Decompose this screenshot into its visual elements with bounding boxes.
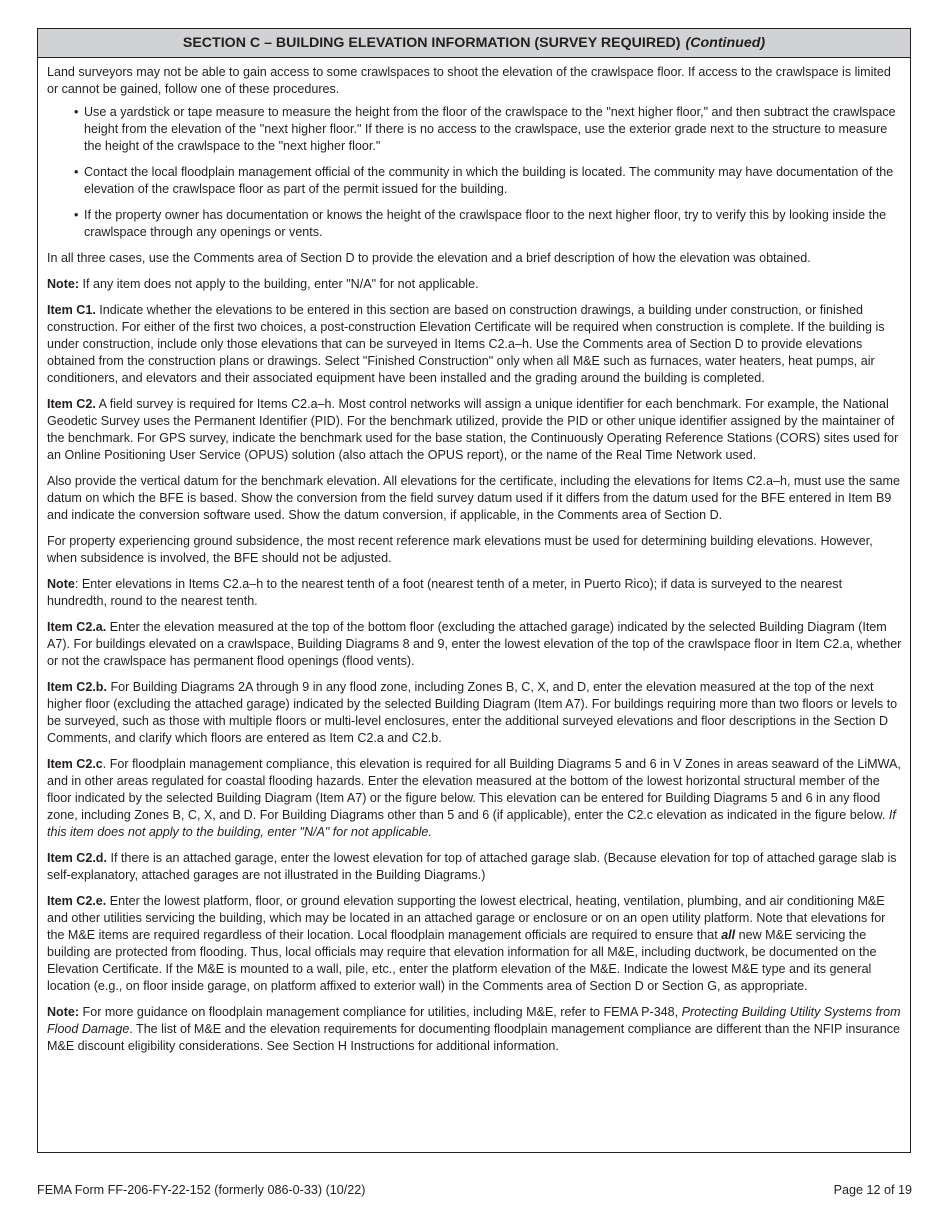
page-footer <box>37 1183 912 1197</box>
note-text-part1: For more guidance on floodplain management compliance for utilities, including M&E, refer to FEMA P-348, <box>79 1005 682 1019</box>
note-rounding-paragraph <box>47 576 902 610</box>
item-c2b-label: Item C2.b. <box>47 680 107 694</box>
bullet-icon: • <box>74 105 79 119</box>
item-c2c-label: Item C2.c <box>47 757 103 771</box>
item-c2b-text: For Building Diagrams 2A through 9 in any flood zone, including Zones B, C, X, and D, enter the elevation measured at the top of the next higher floor (excluding the attached garage) indicated by the selected Building Diagram (Item A7). For buildings requiring more than two floors or levels to be surveyed, such as those with multiple floors or multi-level enclosures, enter the additional surveyed elevations and floor descriptions in the Section D Comments, and clarify which floors are entered as Item C2.a and C2.b. <box>47 680 898 745</box>
item-c2a-paragraph <box>47 619 902 670</box>
publication-title: Protecting Building Utility Systems from Flood Damage <box>47 1005 901 1036</box>
page-number: Page 12 of 19 <box>833 1183 912 1197</box>
form-number: FEMA Form FF-206-FY-22-152 (formerly 086-0-33) (10/22) <box>37 1183 366 1197</box>
item-c1-paragraph <box>47 302 902 387</box>
section-header <box>38 29 910 58</box>
subsidence-paragraph: For property experiencing ground subsidence, the most recent reference mark elevations must be used for determining building elevations. However, when subsidence is involved, the BFE should not be adjusted. <box>47 534 873 565</box>
item-c2c-paragraph <box>47 756 902 841</box>
item-c2a-label: Item C2.a. <box>47 620 107 634</box>
list-item <box>74 164 902 198</box>
section-title: SECTION C – BUILDING ELEVATION INFORMATION (SURVEY REQUIRED) <box>182 35 681 51</box>
section-c-frame <box>37 28 911 1153</box>
instructions-body <box>38 58 910 1055</box>
item-c2-text: A field survey is required for Items C2.a–h. Most control networks will assign a unique identifier for each benchmark. For example, the National Geodetic Survey uses the Permanent Identifier (PID). For the benchmark utilized, provide the PID or other unique identifier assigned by the maintainer of the benchmark. For GPS survey, indicate the benchmark used for the base station, the Continuously Operating Reference Stations (CORS) sites used for an Online Positioning User Service (OPUS) solution (also attach the OPUS report), or the name of the Real Time Network used. <box>47 397 899 462</box>
item-c2d-text: If there is an attached garage, enter the lowest elevation for top of attached garage slab. (Because elevation for top of attached garage slab is self-explanatory, attached garages are not illustrated in the Building Diagrams.) <box>47 851 897 882</box>
vertical-datum-paragraph: Also provide the vertical datum for the benchmark elevation. All elevations for the certificate, including the elevations for Items C2.a–h, must use the same datum on which the BFE is based. Show the conversion from the field survey datum used if it differs from the datum used for the BFE entered in Item B9 and indicate the conversion software used. Show the datum conversion, if applicable, in the Comments area of Section D. <box>47 474 900 522</box>
continued-label: (Continued) <box>685 35 766 51</box>
list-item-text: Use a yardstick or tape measure to measure the height from the floor of the crawlspace to the "next higher floor," and then subtract the crawlspace height from the elevation of the "next higher floor." If there is no access to the crawlspace, use the exterior grade next to the structure to measure the height of the crawlspace to the "next higher floor." <box>84 105 896 153</box>
item-c2e-text-part2: new M&E servicing the building are protected from flooding. Thus, local officials may require that elevation information for all M&E, including ductwork, be documented on the Elevation Certificate. If the M&E is mounted to a wall, pile, etc., enter the platform elevation of the M&E. Indicate the lowest M&E type and its general location (e.g., on floor inside garage, on platform affixed to exterior wall) in the Comments area of Section D or Section G, as appropriate. <box>47 928 877 993</box>
item-c1-label: Item C1. <box>47 303 96 317</box>
note-guidance-paragraph <box>47 1004 902 1055</box>
item-c2e-paragraph <box>47 893 902 995</box>
note-text: If any item does not apply to the building, enter "N/A" for not applicable. <box>79 277 479 291</box>
item-c2-label: Item C2. <box>47 397 96 411</box>
item-c2e-emphasis: all <box>721 928 736 942</box>
all-three-cases-paragraph: In all three cases, use the Comments area of Section D to provide the elevation and a brief description of how the elevation was obtained. <box>47 251 811 265</box>
item-c2e-label: Item C2.e. <box>47 894 107 908</box>
note-label: Note <box>47 577 75 591</box>
item-c2b-paragraph <box>47 679 902 747</box>
list-item-text: Contact the local floodplain management official of the community in which the building is located. The community may have documentation of the elevation of the crawlspace floor as part of the permit issued for the building. <box>84 165 894 196</box>
item-c1-text: Indicate whether the elevations to be entered in this section are based on construction drawings, a building under construction, or finished construction. For either of the first two choices, a post-construction Elevation Certificate will be required when construction is complete. If the building is under construction, include only those elevations that can be surveyed in Items C2.a–h. Use the Comments area of Section D to provide elevations obtained from the construction plans or drawings. Select "Finished Construction" only when all M&E such as furnaces, water heaters, heat pumps, air conditioners, and elevators and their associated equipment have been installed and the grading around the building is completed. <box>47 303 885 385</box>
bullet-icon: • <box>74 165 79 179</box>
note-na-paragraph <box>47 276 902 293</box>
item-c2c-text: . For floodplain management compliance, this elevation is required for all Building Diagrams 5 and 6 in V Zones in areas seaward of the LiMWA, and in other areas regulated for coastal flooding hazards. Enter the elevation measured at the bottom of the lowest horizontal structural member of the floor indicated by the selected Building Diagram (Item A7) or the figure below. This elevation can be entered for Building Diagrams 5 and 6 in any flood zone, including Zones B, C, X, and D. For Building Diagrams other than 5 and 6 (if applicable), enter the C2.c elevation as indicated in the figure below. <box>47 757 901 822</box>
item-c2d-label: Item C2.d. <box>47 851 107 865</box>
intro-paragraph: Land surveyors may not be able to gain access to some crawlspaces to shoot the elevation of the crawlspace floor. If access to the crawlspace is limited or cannot be gained, follow one of these procedures. <box>47 65 891 96</box>
procedure-list <box>47 104 902 241</box>
item-c2c-italic-text: If this item does not apply to the building, enter "N/A" for not applicable. <box>47 808 896 839</box>
item-c2e-text-part1: Enter the lowest platform, floor, or ground elevation supporting the lowest electrical, heating, ventilation, plumbing, and air conditioning M&E and other utilities servicing the building, which may be located in an attached garage or enclosure or on an open utility platform. Note that elevations for the M&E items are required regardless of their location. Local floodplain management officials are required to ensure that <box>47 894 886 942</box>
item-c2d-paragraph <box>47 850 902 884</box>
item-c2a-text: Enter the elevation measured at the top of the bottom floor (excluding the attached garage) indicated by the selected Building Diagram (Item A7). For buildings elevated on a crawlspace, Building Diagrams 8 and 9, enter the lowest elevation of the top of the crawlspace floor in Item C2.a, whether or not the crawlspace has permanent flood openings (flood vents). <box>47 620 902 668</box>
bullet-icon: • <box>74 208 79 222</box>
item-c2-paragraph <box>47 396 902 464</box>
list-item <box>74 104 902 155</box>
list-item <box>74 207 902 241</box>
note-label: Note: <box>47 277 80 291</box>
note-label: Note: <box>47 1005 80 1019</box>
note-text: : Enter elevations in Items C2.a–h to the nearest tenth of a foot (nearest tenth of a meter, in Puerto Rico); if data is surveyed to the nearest hundredth, round to the nearest tenth. <box>47 577 843 608</box>
note-text-part2: . The list of M&E and the elevation requirements for documenting floodplain management compliance are different than the NFIP insurance M&E discount eligibility considerations. See Section H Instructions for additional information. <box>47 1022 900 1053</box>
list-item-text: If the property owner has documentation or knows the height of the crawlspace floor to the next higher floor, try to verify this by looking inside the crawlspace through any openings or vents. <box>84 208 887 239</box>
